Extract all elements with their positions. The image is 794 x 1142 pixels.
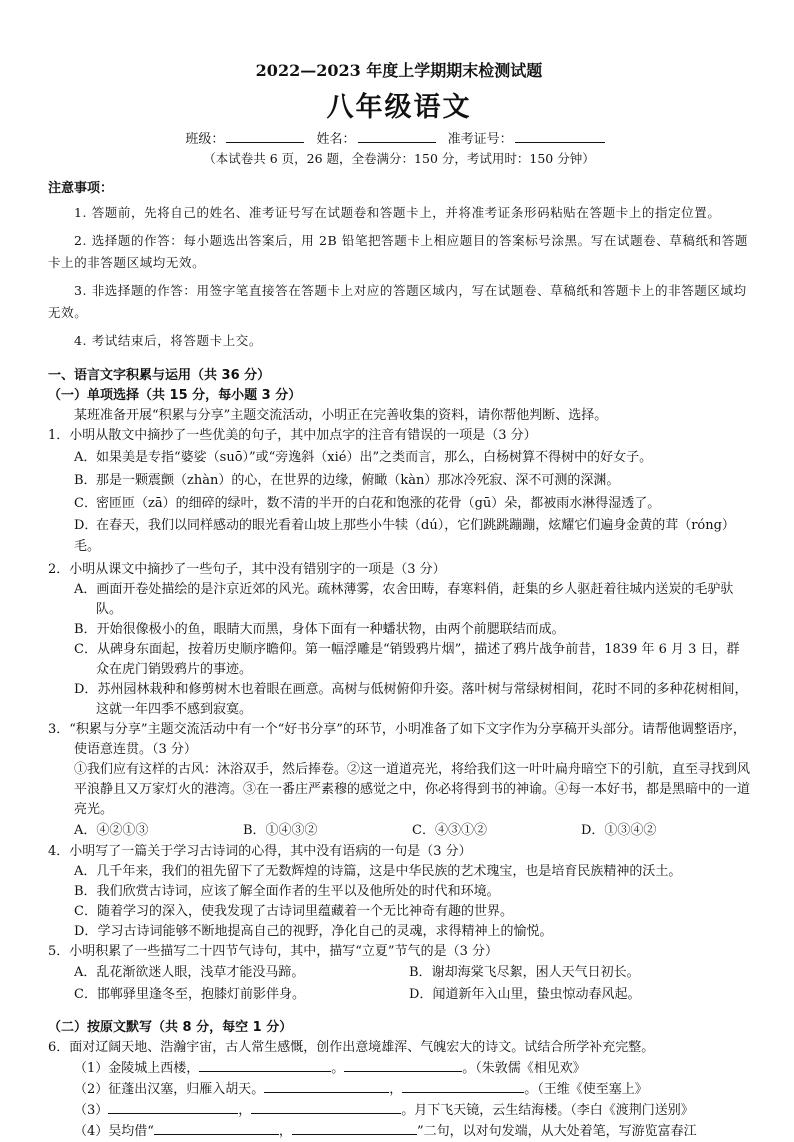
question-5-option-c: C．邯郸驿里逢冬至，抱膝灯前影伴身。 <box>74 987 305 1002</box>
part1-title: （一）单项选择（共 15 分，每小题 3 分） <box>48 388 302 403</box>
question-3-stem: 3．“积累与分享”主题交流活动中有一个“好书分享”的环节，小明准备了如下文字作为分享稿开头部分。请帮他调整语序，使语意连贯。（3 分） <box>48 722 746 757</box>
question-6-line-3: （3） ， 。月下飞天镜，云生结海楼。（李白《渡荆门送别》 <box>48 1100 750 1121</box>
answer-blank[interactable] <box>154 1121 279 1135</box>
notice-item: 2. 选择题的作答：每小题选出答案后，用 2B 铅笔把答题卡上相应题目的答案标号涂黑。写在试题卷、草稿纸和答题卡上的非答题区域均无效。 <box>48 233 748 270</box>
class-label: 班级： <box>185 132 225 147</box>
question-6-line-2: （2）征蓬出汉塞，归雁入胡天。 ， 。（王维《使至塞上》 <box>48 1079 750 1100</box>
question-5-option-a: A．乱花渐欲迷人眼，浅草才能没马蹄。 <box>74 965 305 980</box>
exam-meta: （本试卷共 6 页，26 题，全卷满分：150 分，考试用时：150 分钟） <box>203 151 595 166</box>
question-4-option-d: D．学习古诗词能够不断地提高自己的视野，净化自己的灵魂，求得精神上的愉悦。 <box>74 924 553 939</box>
subject-title: 八年级语文 <box>326 92 472 123</box>
section-intro: 某班准备开展“积累与分享”主题交流活动，小明正在完善收集的资料，请你帮他判断、选择。 <box>74 408 608 423</box>
question-5-options-row-2 <box>48 984 750 1006</box>
question-1-option-c: C．密匝匝（zā）的细碎的绿叶，数不清的半开的白花和饱涨的花骨（gū）朵，都被雨水淋得湿透了。 <box>74 496 661 511</box>
exam-page <box>48 58 750 1142</box>
answer-blank[interactable] <box>344 1058 462 1072</box>
question-1-option-b: B．那是一颗震颤（zhàn）的心，在世界的边缘，俯瞰（kàn）那冰冷死寂、深不可测的深渊。 <box>74 473 620 488</box>
question-5-option-b: B．谢却海棠飞尽絮，困人天气日初长。 <box>409 965 640 980</box>
name-label: 姓名： <box>316 132 356 147</box>
question-3-options <box>48 820 750 842</box>
answer-blank[interactable] <box>199 1058 331 1072</box>
answer-blank[interactable] <box>264 1079 389 1093</box>
ticket-blank <box>515 130 605 143</box>
question-5-options-row-1 <box>48 962 750 984</box>
notice-title: 注意事项： <box>48 181 114 196</box>
answer-blank[interactable] <box>108 1100 238 1114</box>
class-blank <box>226 130 304 143</box>
question-3-option-a: A．④②①③ <box>74 823 149 838</box>
question-2-stem: 2．小明从课文中摘抄了一些句子，其中没有错别字的一项是（3 分） <box>48 562 446 577</box>
question-6-line-1: （1）金陵城上西楼， 。 。（朱敦儒《相见欢》 <box>48 1058 750 1079</box>
answer-blank[interactable] <box>251 1100 401 1114</box>
question-3-option-c: C．④③①② <box>412 823 487 838</box>
question-5-stem: 5．小明积累了一些描写二十四节气诗句，其中，描写“立夏”节气的是（3 分） <box>48 944 498 959</box>
notice-list <box>48 202 750 352</box>
question-2-option-c: C．从碑身东面起，按着历史顺序瞻仰。第一幅浮雕是“销毁鸦片烟”，描述了鸦片战争前昔，1839 年 6 月 3 日，群众在虎门销毁鸦片的事迹。 <box>74 642 740 677</box>
notice-item: 3. 非选择题的作答：用签字笔直接答在答题卡上对应的答题区域内，写在试题卷、草稿纸和答题卡上的非答题区域均无效。 <box>48 283 747 320</box>
question-6-line-4: （4）吴均借“ ， ”二句，以对句发端，从大处着笔，写游览富春江 <box>48 1121 750 1142</box>
question-3-passage: ①我们应有这样的古风：沐浴双手，然后捧卷。②这一道道亮光，将给我们这一叶叶扁舟暗空下的引航，直至寻找到风平浪静且又万家灯火的港湾。③在一番庄严素穆的感觉之中，你必将得到书的神谕。④每一本好书，都是黑暗中的一道亮光。 <box>74 762 751 817</box>
name-blank <box>358 130 436 143</box>
question-4-option-b: B．我们欣赏古诗词，应该了解全面作者的生平以及他所处的时代和环境。 <box>74 884 500 899</box>
question-2-option-b: B．开始很像极小的鱼，眼睛大而黑，身体下面有一种蟠状物，由两个前腮联结而成。 <box>74 622 565 637</box>
exam-title: 2022—2023 年度上学期期末检测试题 <box>255 61 543 80</box>
question-2-option-d: D．苏州园林栽种和修剪树木也着眼在画意。高树与低树俯仰升姿。落叶树与常绿树相间，花时不同的多种花树相间，这就一年四季不感到寂寞。 <box>74 682 748 717</box>
question-6-stem: 6．面对辽阔天地、浩瀚宇宙，古人常生感慨，创作出意境雄浑、气魄宏大的诗文。试结合所学补充完整。 <box>48 1040 655 1055</box>
ticket-label: 准考证号： <box>447 132 513 147</box>
notice-item: 1. 答题前，先将自己的姓名、准考证号写在试题卷和答题卡上，并将准考证条形码粘贴在答题卡上的指定位置。 <box>74 205 721 220</box>
student-info-fields <box>48 128 750 147</box>
answer-blank[interactable] <box>402 1079 524 1093</box>
question-1-option-a: A．如果美是专指“婆娑（suō）”或“旁逸斜（xié）出”之类而言，那么，白杨树算不得树中的好女子。 <box>74 450 653 465</box>
notice-item: 4. 考试结束后，将答题卡上交。 <box>74 333 263 348</box>
answer-blank[interactable] <box>292 1121 417 1135</box>
question-3-option-b: B．①④③② <box>243 823 318 838</box>
question-2-option-a: A．画面开卷处描绘的是汴京近郊的风光。疏林薄雾，农舍田畴，春寒料俏，赶集的乡人驱赶着往城内送炭的毛驴驮队。 <box>74 582 734 617</box>
question-1-option-d: D．在春天，我们以同样感动的眼光看着山坡上那些小牛犊（dú），它们跳跳蹦蹦，炫耀它们遍身金黄的茸（róng）毛。 <box>74 518 735 554</box>
question-4-option-c: C．随着学习的深入，使我发现了古诗词里蕴藏着一个无比神奇有趣的世界。 <box>74 904 513 919</box>
question-5-option-d: D．闻道新年入山里，蛰虫惊动春风起。 <box>409 987 641 1002</box>
section-title: 一、语言文字积累与运用（共 36 分） <box>48 368 271 383</box>
question-4-stem: 4．小明写了一篇关于学习古诗词的心得，其中没有语病的一句是（3 分） <box>48 844 472 859</box>
question-3-option-d: D．①③④② <box>581 823 657 838</box>
question-4-option-a: A．几千年来，我们的祖先留下了无数辉煌的诗篇，这是中华民族的艺术瑰宝，也是培育民族精神的沃土。 <box>74 864 682 879</box>
question-1-stem: 1．小明从散文中摘抄了一些优美的句子，其中加点字的注音有错误的一项是（3 分） <box>48 428 537 443</box>
part2-title: （二）按原文默写（共 8 分，每空 1 分） <box>48 1020 293 1035</box>
